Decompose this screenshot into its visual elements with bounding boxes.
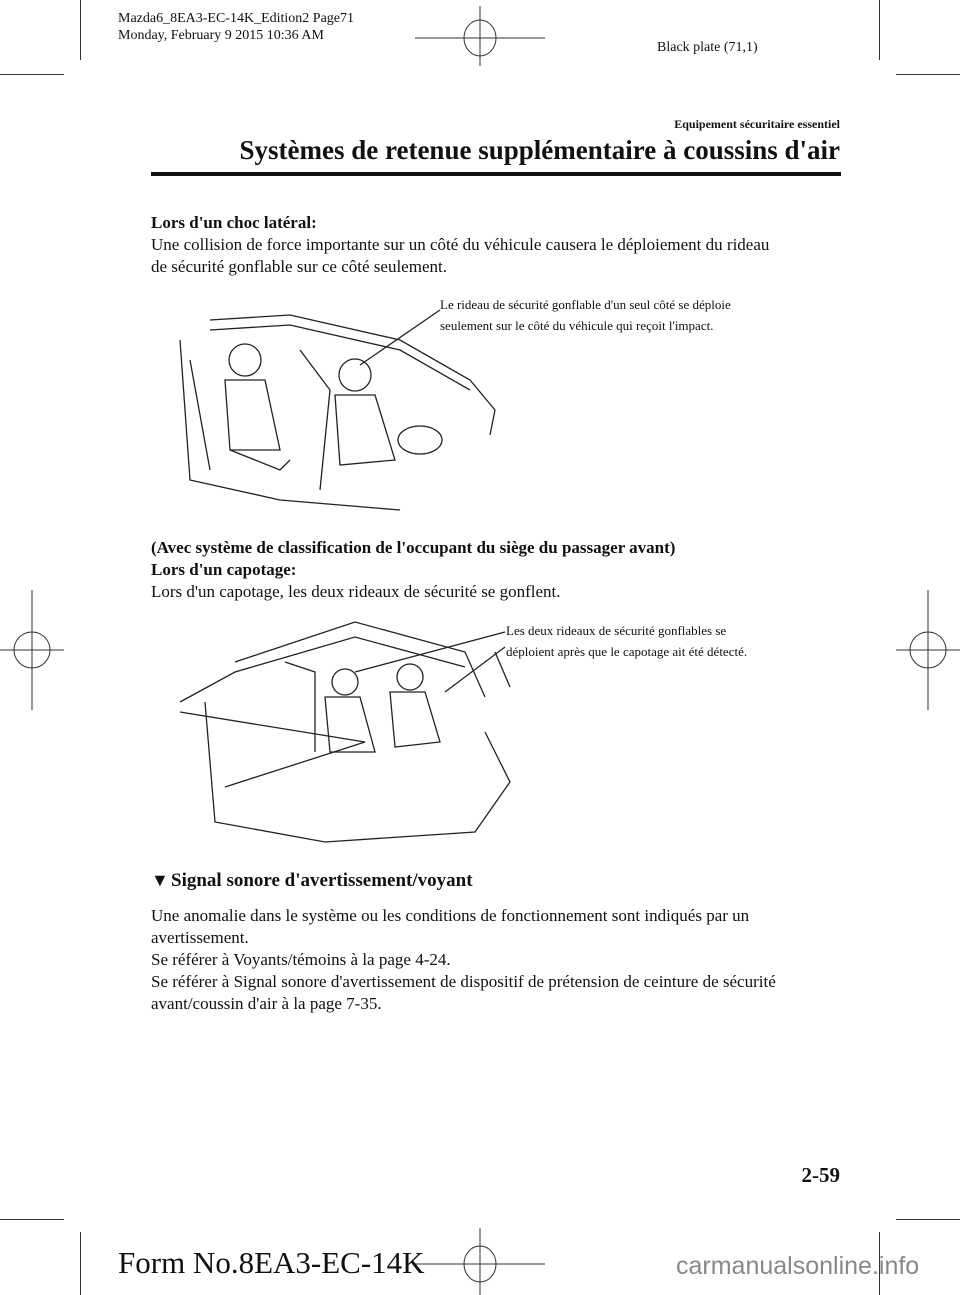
- print-header-date: Monday, February 9 2015 10:36 AM: [118, 28, 324, 43]
- registration-mark-right: [896, 590, 960, 710]
- page-number: 2-59: [801, 1163, 840, 1187]
- watermark: carmanualsonline.info: [676, 1252, 920, 1280]
- crop-mark: [80, 0, 81, 60]
- crop-mark: [0, 1219, 64, 1220]
- side-impact-heading: Lors d'un choc latéral:: [151, 213, 317, 232]
- form-number: Form No.8EA3-EC-14K: [118, 1245, 425, 1280]
- print-header-file: Mazda6_8EA3-EC-14K_Edition2 Page71: [118, 11, 355, 26]
- registration-mark-bottom: [415, 1228, 545, 1295]
- crop-mark: [896, 1219, 960, 1220]
- warning-heading: Signal sonore d'avertissement/voyant: [171, 870, 473, 891]
- side-curtain-airbag-illustration: [170, 300, 510, 515]
- figure-caption: Les deux rideaux de sécurité gonflables se: [506, 623, 727, 638]
- registration-mark-top: [415, 6, 545, 66]
- page-title: Systèmes de retenue supplémentaire à coussins d'air: [239, 135, 840, 165]
- warning-text: Une anomalie dans le système ou les conditions de fonctionnement sont indiqués par un: [151, 906, 750, 925]
- crop-mark: [0, 74, 64, 75]
- registration-mark-left: [0, 590, 64, 710]
- title-rule: [151, 172, 841, 176]
- figure-caption: déploient après que le capotage ait été détecté.: [506, 644, 748, 659]
- rollover-note: (Avec système de classification de l'occupant du siège du passager avant): [151, 538, 676, 557]
- crop-mark: [879, 0, 880, 60]
- rollover-text: Lors d'un capotage, les deux rideaux de sécurité se gonflent.: [151, 582, 561, 601]
- figure-caption: seulement sur le côté du véhicule qui reçoit l'impact.: [440, 318, 714, 333]
- reference-link: avant/coussin d'air à la page 7-35.: [151, 994, 382, 1013]
- rollover-heading: Lors d'un capotage:: [151, 560, 297, 579]
- crop-mark: [80, 1232, 81, 1295]
- warning-text: avertissement.: [151, 928, 249, 947]
- side-impact-text: Une collision de force importante sur un côté du véhicule causera le déploiement du rideau: [151, 235, 770, 254]
- figure-caption: Le rideau de sécurité gonflable d'un seul côté se déploie: [440, 297, 731, 312]
- section-marker-icon: ▼: [151, 870, 169, 890]
- print-header-plate: Black plate (71,1): [657, 40, 758, 55]
- side-impact-text: de sécurité gonflable sur ce côté seulement.: [151, 257, 447, 276]
- rollover-curtain-airbag-illustration: [175, 612, 515, 847]
- reference-link: Se référer à Signal sonore d'avertissement de dispositif de prétension de ceinture de sécurité: [151, 972, 776, 991]
- section-label: Equipement sécuritaire essentiel: [674, 117, 840, 131]
- crop-mark: [896, 74, 960, 75]
- reference-link: Se référer à Voyants/témoins à la page 4-24.: [151, 950, 451, 969]
